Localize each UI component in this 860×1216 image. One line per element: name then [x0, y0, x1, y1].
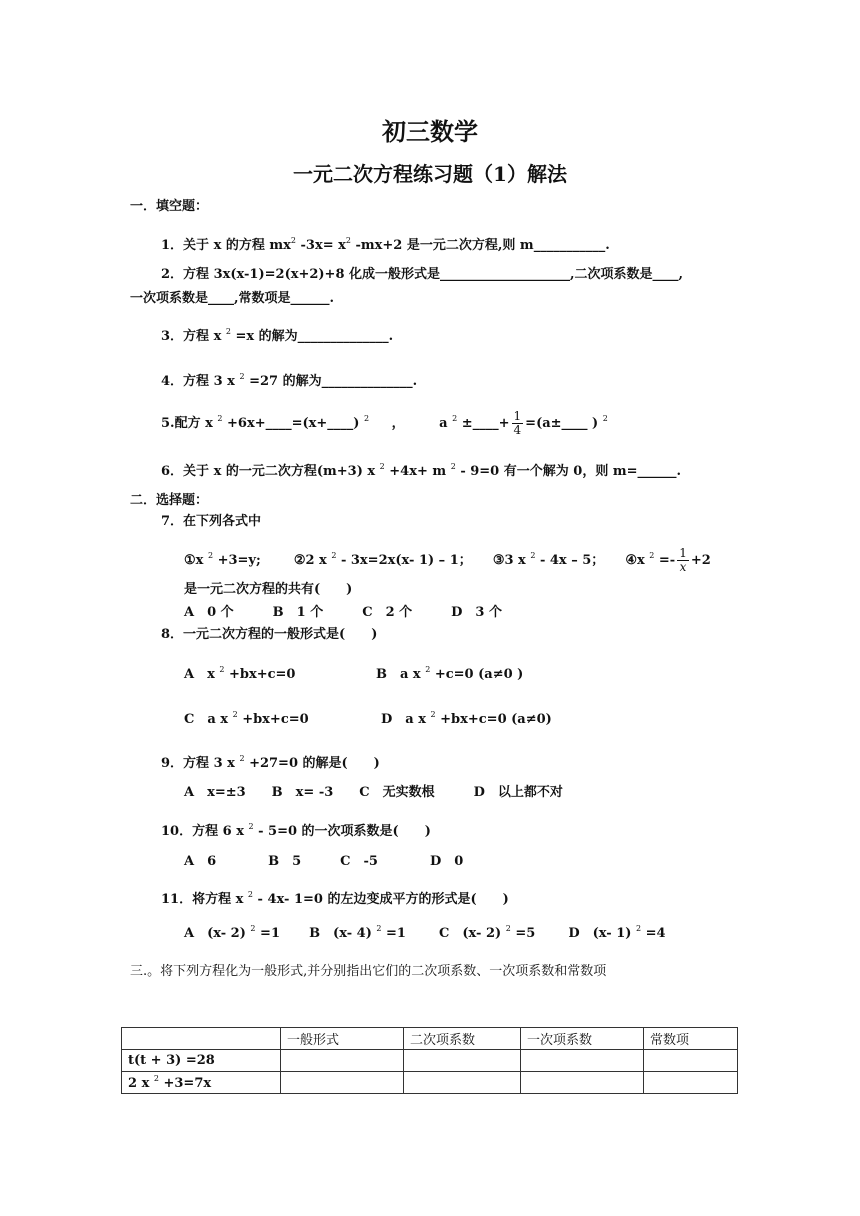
table-cell — [281, 1050, 404, 1072]
question-11: 11．将方程 x $^2$ - 4x- 1=0 的左边变成平方的形式是( ) — [161, 890, 509, 907]
question-8-option-a: A x $^2$ +bx+c=0 — [184, 665, 296, 682]
coefficients-table — [121, 1027, 738, 1094]
question-4: 4．方程 3 x $^2$ =27 的解为______________. — [161, 372, 418, 389]
table-row-equation: t(t + 3) =28 — [122, 1050, 281, 1072]
table-cell — [521, 1072, 644, 1094]
question-3: 3．方程 x $^2$ =x 的解为______________. — [161, 327, 394, 344]
page-subtitle: 一元二次方程练习题（1）解法 — [293, 162, 567, 186]
table-cell — [644, 1072, 738, 1094]
table-cell — [281, 1072, 404, 1094]
question-1: 1．关于 x 的方程 $mx^2$ $-3x= x^2$ -mx+2 是一元二次方程,则 m___________. — [161, 236, 610, 253]
question-7-choices: A 0 个 B 1 个 C 2 个 D 3 个 — [184, 605, 502, 620]
page-title: 初三数学 — [382, 117, 478, 146]
question-10-choices: A 6 B 5 C -5 D 0 — [184, 854, 464, 869]
question-8-option-b: B a x $^2$ +c=0 (a≠0 ) — [376, 665, 524, 682]
table-row — [122, 1072, 738, 1094]
table-cell — [404, 1050, 521, 1072]
table-header-cell — [122, 1028, 281, 1050]
question-2-line2: 一次项系数是____,常数项是______. — [130, 291, 335, 306]
question-8-stem: 8．一元二次方程的一般形式是( ) — [161, 627, 378, 642]
fraction-one-quarter: $\frac{1}{4}$ — [513, 409, 522, 437]
question-5: 5.配方 x $^2$ +6x+____=(x+____) $^2$ ， a $^2$ ±____+ $\frac{1}{4}$ =(a±____ ) $^2$ — [161, 409, 608, 437]
table-cell — [404, 1072, 521, 1094]
question-9: 9．方程 3 x $^2$ +27=0 的解是( ) — [161, 754, 380, 771]
question-6: 6．关于 x 的一元二次方程(m+3) x $^2$ +4x+ m $^2$ - 9=0 有一个解为 0，则 m=______. — [161, 462, 682, 479]
table-cell — [644, 1050, 738, 1072]
question-8-option-c: C a x $^2$ +bx+c=0 — [184, 710, 309, 727]
question-7-stem: 7．在下列各式中 — [161, 514, 262, 529]
table-row — [122, 1050, 738, 1072]
question-8-option-d: D a x $^2$ +bx+c=0 (a≠0) — [381, 710, 552, 727]
table-header-cell: 一次项系数 — [521, 1028, 644, 1050]
table-header-row — [122, 1028, 738, 1050]
question-7-tail: 是一元二次方程的共有( ) — [184, 582, 353, 597]
section1-heading: 一．填空题： — [130, 199, 209, 214]
question-7-options: ①x $^2$ +3=y; ②2 x $^2$ - 3x=2x(x- 1) – 1； ③3 x $^2$ - 4x – 5； ④x $^2$ =- $\frac{1}{x}$ +2 — [184, 546, 711, 574]
section2-heading: 二．选择题： — [130, 493, 209, 508]
table-header-cell: 一般形式 — [281, 1028, 404, 1050]
question-11-choices: A (x- 2) $^2$ =1 B (x- 4) $^2$ =1 C (x- 2) $^2$ =5 D (x- 1) $^2$ =4 — [184, 924, 666, 941]
section3-heading: 三.。将下列方程化为一般形式,并分别指出它们的二次项系数、一次项系数和常数项 — [130, 964, 607, 979]
question-10: 10．方程 6 x $^2$ - 5=0 的一次项系数是( ) — [161, 822, 431, 839]
question-9-choices: A x=±3 B x= -3 C 无实数根 D 以上都不对 — [184, 785, 563, 800]
table-header-cell: 常数项 — [644, 1028, 738, 1050]
table-cell — [521, 1050, 644, 1072]
fraction-one-over-x: $\frac{1}{x}$ — [679, 546, 687, 574]
table-header-cell: 二次项系数 — [404, 1028, 521, 1050]
question-2-line1: 2．方程 3x(x-1)=2(x+2)+8 化成一般形式是____________________,二次项系数是____, — [161, 267, 684, 282]
table-row-equation: 2 x $^2$ +3=7x — [122, 1072, 281, 1094]
